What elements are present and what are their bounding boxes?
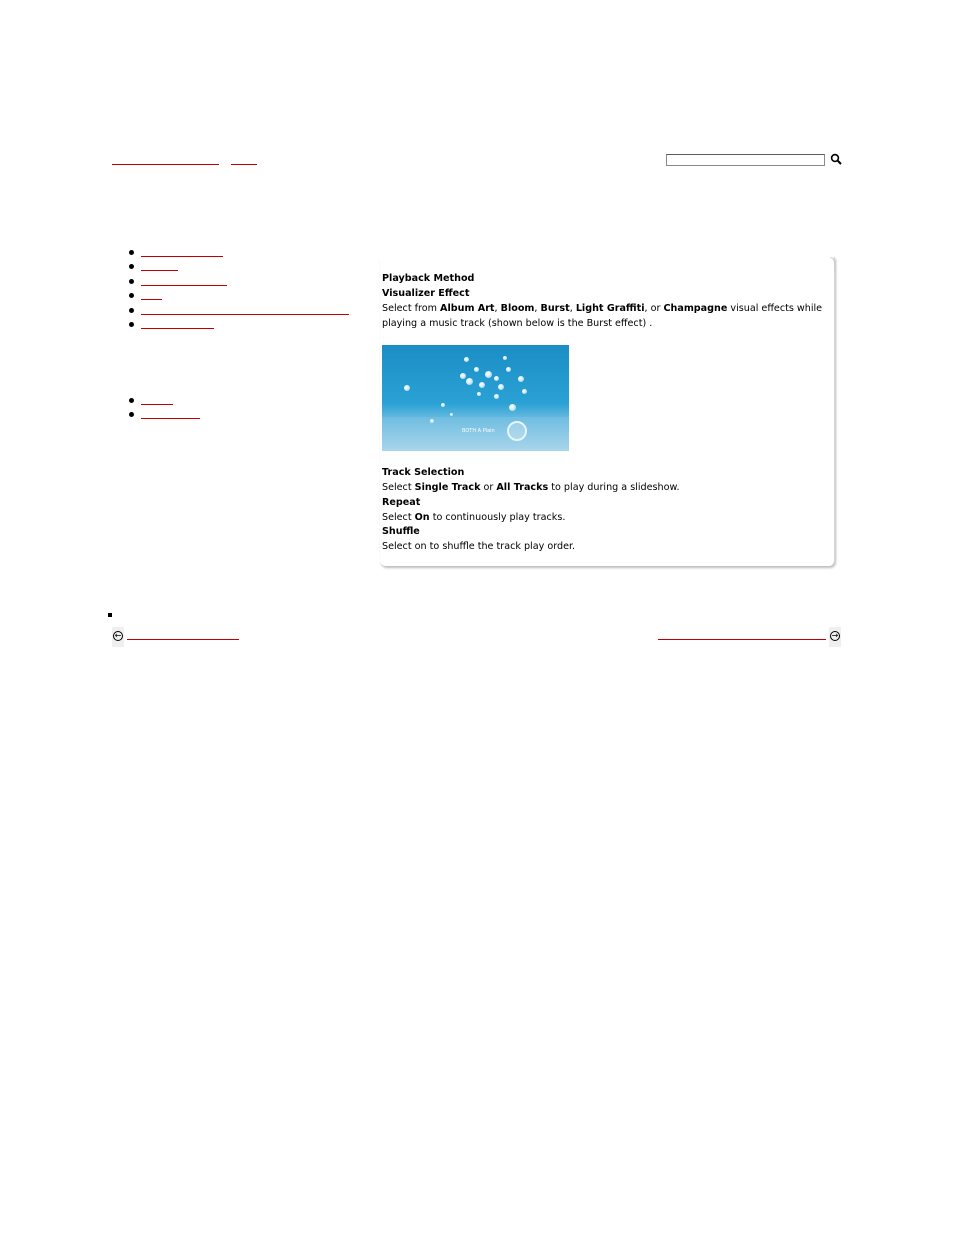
track-selection-description: Select Single Track or All Tracks to play during a slideshow.: [382, 482, 680, 493]
sidebar-link-1[interactable]: [141, 249, 223, 257]
heading-visualizer-effect: Visualizer Effect: [382, 288, 470, 299]
sidebar-link-4[interactable]: [141, 292, 162, 300]
sidebar-link-6[interactable]: [141, 321, 214, 329]
shuffle-description: Select on to shuffle the track play order.: [382, 541, 576, 552]
list-bullet: [129, 264, 134, 269]
visualizer-description-line2: playing a music track (shown below is the Burst effect) .: [382, 318, 653, 329]
disc-graphic: [507, 421, 527, 441]
search-input[interactable]: [666, 154, 825, 166]
breadcrumb-link-1[interactable]: [112, 157, 219, 165]
sidebar-link-2[interactable]: [141, 263, 178, 271]
sidebar-link-7[interactable]: [141, 397, 173, 405]
sidebar-link-3[interactable]: [141, 278, 227, 286]
heading-shuffle: Shuffle: [382, 526, 420, 537]
screenshot-title: BOTH A Plain: [462, 428, 495, 434]
sidebar-link-5[interactable]: [141, 307, 349, 315]
breadcrumb-link-2[interactable]: [231, 157, 257, 165]
heading-track-selection: Track Selection: [382, 467, 465, 478]
panel-corner: [830, 257, 836, 271]
list-bullet: [129, 322, 134, 327]
arrow-left-icon[interactable]: ←: [112, 627, 124, 647]
list-bullet: [129, 308, 134, 313]
burst-effect-screenshot: [382, 345, 569, 451]
visualizer-description: Select from Album Art, Bloom, Burst, Light Graffiti, or Champagne visual effects while: [382, 303, 823, 314]
next-page-link[interactable]: [658, 632, 826, 640]
arrow-right-icon[interactable]: →: [829, 627, 841, 647]
repeat-description: Select On to continuously play tracks.: [382, 512, 566, 523]
previous-page-link[interactable]: [127, 632, 239, 640]
list-bullet: [129, 293, 134, 298]
list-bullet: [129, 412, 134, 417]
list-bullet: [129, 398, 134, 403]
heading-repeat: Repeat: [382, 497, 421, 508]
list-bullet: [129, 250, 134, 255]
list-bullet: [129, 279, 134, 284]
search-icon[interactable]: [830, 153, 842, 165]
page-marker: [108, 613, 112, 617]
heading-playback-method: Playback Method: [382, 273, 475, 284]
sidebar-link-8[interactable]: [141, 411, 200, 419]
